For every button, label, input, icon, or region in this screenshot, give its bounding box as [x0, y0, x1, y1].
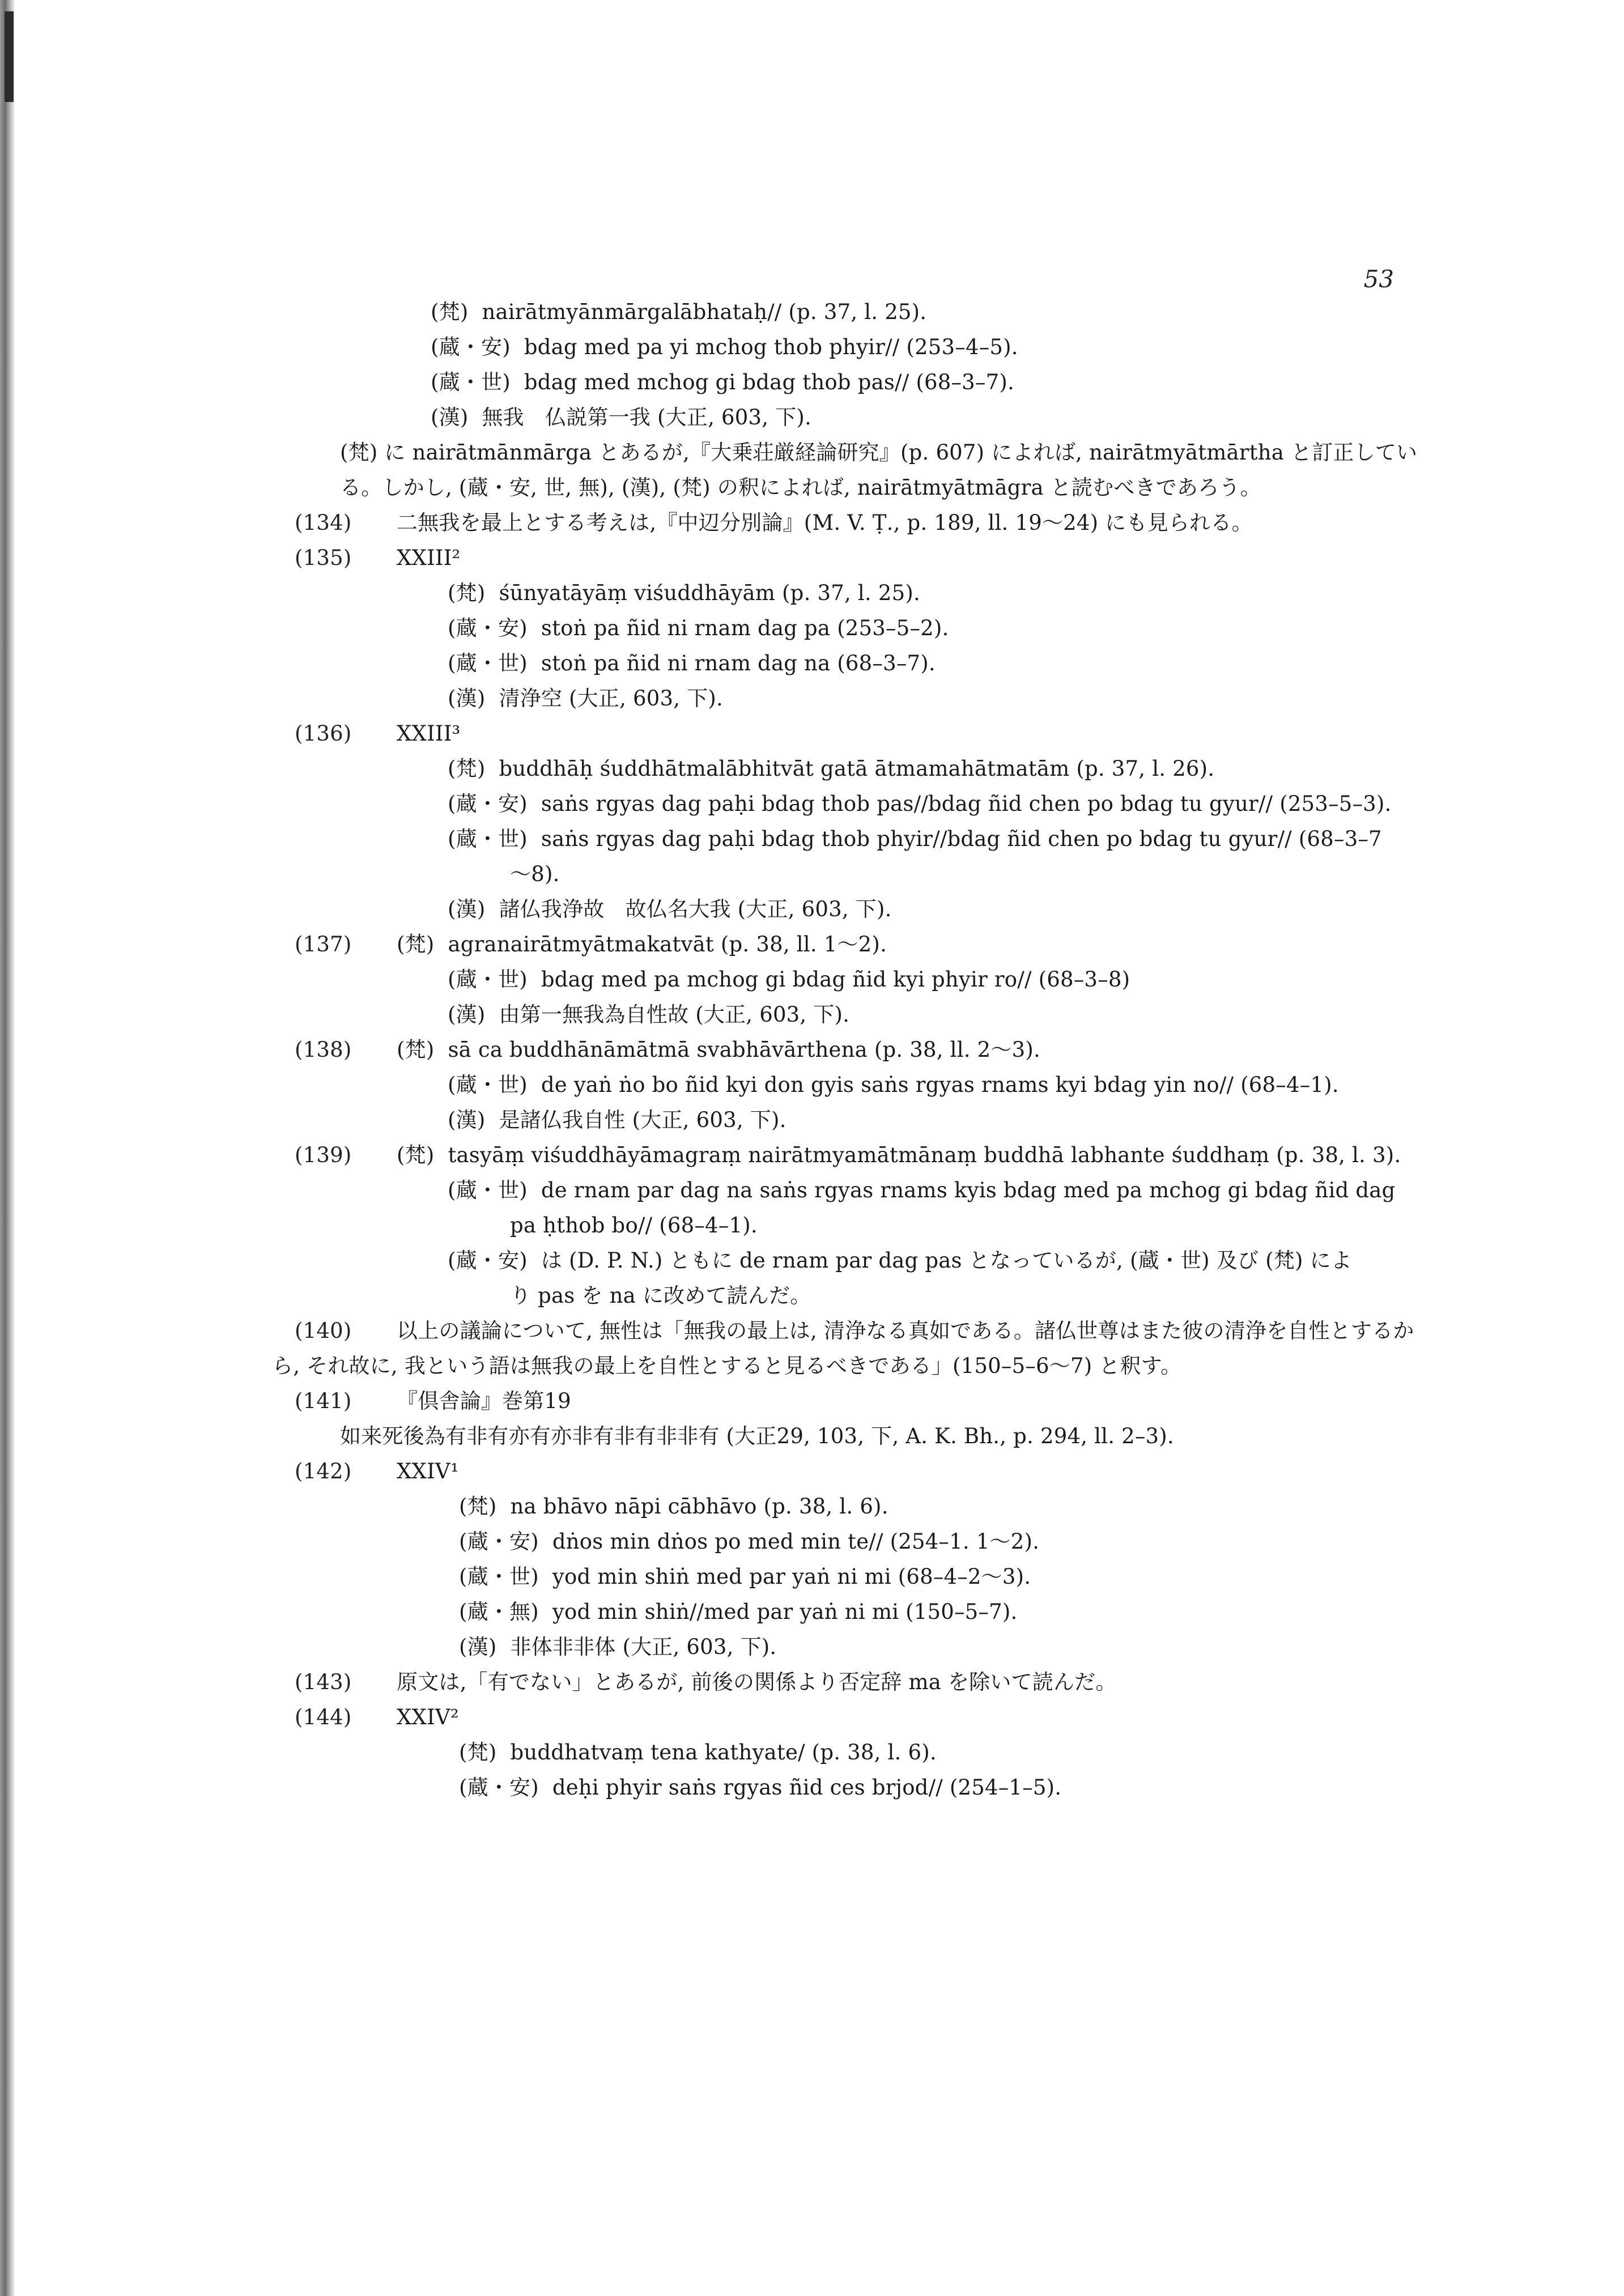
source-label: (蔵・世) — [459, 1564, 539, 1589]
note-line — [272, 400, 1434, 435]
note-135 — [272, 541, 1434, 576]
source-label: (蔵・世) — [448, 1178, 528, 1202]
note-line — [272, 1770, 1434, 1805]
note-text: 是諸仏我自性 (大正, 603, 下). — [499, 1108, 787, 1132]
note-line — [272, 786, 1434, 822]
source-label: (漢) — [448, 897, 486, 921]
source-label: (梵) — [448, 581, 486, 605]
note-141 — [272, 1384, 1434, 1419]
note-line — [272, 365, 1434, 400]
note-text: 諸仏我浄故 故仏名大我 (大正, 603, 下). — [499, 897, 892, 921]
source-label: (梵) — [397, 1038, 435, 1062]
verse-reference: XXIII³ — [397, 721, 461, 746]
note-136 — [272, 716, 1434, 751]
note-text: 原文は,「有でない」とあるが, 前後の関係より否定辞 ma を除いて読んだ。 — [397, 1670, 1117, 1694]
source-label: (蔵・無) — [459, 1600, 539, 1624]
note-text: 二無我を最上とする考えは,『中辺分別論』(M. V. Ṭ., p. 189, ll. 19〜24) にも見られる。 — [397, 511, 1253, 535]
note-text: agranairātmyātmakatvāt (p. 38, ll. 1〜2). — [448, 932, 887, 956]
note-text: de rnam par dag na saṅs rgyas rnams kyis bdag med pa mchog gi bdag ñid dag — [541, 1178, 1396, 1202]
source-label: (梵) — [397, 1143, 435, 1167]
note-text: saṅs rgyas dag paḥi bdag thob phyir//bdag ñid chen po bdag tu gyur// (68–3–7 — [541, 827, 1382, 851]
note-number: (136) — [295, 721, 352, 746]
note-number: (134) — [295, 511, 352, 535]
note-text: śūnyatāyāṃ viśuddhāyām (p. 37, l. 25). — [499, 581, 920, 605]
notes-body — [272, 295, 1434, 1805]
note-number: (144) — [295, 1705, 352, 1729]
note-line — [272, 892, 1434, 927]
source-label: (漢) — [448, 1002, 486, 1027]
note-140 — [272, 1313, 1434, 1384]
note-number: (138) — [295, 1038, 352, 1062]
note-text: yod min shiṅ//med par yaṅ ni mi (150–5–7). — [552, 1600, 1018, 1624]
note-line — [272, 681, 1434, 716]
note-line — [272, 962, 1434, 997]
note-number: (139) — [295, 1143, 352, 1167]
note-line — [272, 330, 1434, 365]
note-line — [272, 751, 1434, 786]
note-line — [272, 1595, 1434, 1630]
note-line — [272, 1630, 1434, 1665]
source-label: (蔵・世) — [448, 967, 528, 992]
note-134 — [272, 505, 1434, 541]
source-label: (梵) — [459, 1494, 497, 1519]
source-label: (漢) — [448, 686, 486, 711]
book-spine-edge — [5, 11, 14, 102]
note-text: tasyāṃ viśuddhāyāmagraṃ nairātmyamātmānaṃ buddhā labhante śuddhaṃ (p. 38, l. 3). — [448, 1143, 1401, 1167]
source-label: (蔵・安) — [448, 792, 528, 816]
note-text: 無我 仏説第一我 (大正, 603, 下). — [482, 405, 811, 430]
note-143 — [272, 1665, 1434, 1700]
source-label: (漢) — [448, 1108, 486, 1132]
source-label: (漢) — [431, 405, 469, 430]
note-number: (140) — [295, 1319, 352, 1343]
source-label: (蔵・安) — [448, 616, 528, 640]
source-label: (梵) — [459, 1740, 497, 1764]
note-number: (142) — [295, 1459, 352, 1483]
note-line — [272, 295, 1434, 330]
note-line — [272, 1489, 1434, 1524]
source-label: (蔵・世) — [431, 370, 511, 394]
source-label: (蔵・世) — [448, 1073, 528, 1097]
note-continuation: り pas を na に改めて読んだ。 — [510, 1283, 811, 1308]
note-continuation: 〜8). — [510, 862, 560, 886]
source-label: (蔵・安) — [459, 1529, 539, 1554]
note-text: dṅos min dṅos po med min te// (254–1. 1〜2). — [552, 1529, 1040, 1554]
note-line — [272, 822, 1434, 857]
note-139 — [272, 1138, 1434, 1173]
verse-reference: XXIII² — [397, 546, 461, 570]
verse-reference: XXIV¹ — [397, 1459, 459, 1483]
note-line — [272, 1068, 1434, 1103]
note-text: buddhatvaṃ tena kathyate/ (p. 38, l. 6). — [510, 1740, 937, 1764]
note-text: sā ca buddhānāmātmā svabhāvārthena (p. 38, ll. 2〜3). — [448, 1038, 1040, 1062]
note-text: deḥi phyir saṅs rgyas ñid ces brjod// (254–1–5). — [552, 1775, 1062, 1800]
source-label: (蔵・安) — [459, 1775, 539, 1800]
note-text: stoṅ pa ñid ni rnam dag na (68–3–7). — [541, 651, 936, 675]
note-line — [272, 576, 1434, 611]
note-line — [272, 1173, 1434, 1208]
note-text: bdag med mchog gi bdag thob pas// (68–3–7). — [524, 370, 1014, 394]
note-line — [272, 611, 1434, 646]
note-line — [272, 1559, 1434, 1595]
note-text: 如来死後為有非有亦有亦非有非有非非有 (大正29, 103, 下, A. K. Bh., p. 294, ll. 2–3). — [340, 1424, 1174, 1448]
note-text: 清浄空 (大正, 603, 下). — [499, 686, 723, 711]
source-label: (漢) — [459, 1635, 497, 1659]
source-label: (蔵・安) — [431, 335, 511, 359]
verse-reference: XXIV² — [397, 1705, 459, 1729]
source-label: (蔵・安) — [448, 1248, 528, 1273]
source-label: (梵) — [397, 932, 435, 956]
note-text: は (D. P. N.) ともに de rnam par dag pas となっているが, (蔵・世) 及び (梵) によ — [541, 1248, 1352, 1273]
note-number: (137) — [295, 932, 352, 956]
note-paragraph: (梵) に nairātmānmārga とあるが,『大乗荘厳経論研究』(p. 607) によれば, nairātmyātmārtha と訂正している。しかし, (蔵・安, 世, 無), (漢), (梵) の釈によれば, nairātmyātmāgra と読むべきであろう。 — [340, 440, 1418, 500]
note-138 — [272, 1032, 1434, 1068]
note-text: stoṅ pa ñid ni rnam dag pa (253–5–2). — [541, 616, 949, 640]
note-137 — [272, 927, 1434, 962]
note-line — [272, 1103, 1434, 1138]
note-line — [272, 997, 1434, 1032]
source-label: (梵) — [448, 756, 486, 781]
note-line — [272, 1243, 1434, 1278]
note-142 — [272, 1454, 1434, 1489]
verse-reference: 『倶舎論』巻第19 — [397, 1389, 571, 1413]
note-number: (141) — [295, 1389, 352, 1413]
note-text: 由第一無我為自性故 (大正, 603, 下). — [499, 1002, 850, 1027]
note-line — [272, 1524, 1434, 1559]
note-number: (143) — [295, 1670, 352, 1694]
note-number: (135) — [295, 546, 352, 570]
note-continuation: pa ḥthob bo// (68–4–1). — [510, 1213, 758, 1238]
page-number: 53 — [1363, 265, 1394, 293]
note-text: 非体非非体 (大正, 603, 下). — [510, 1635, 777, 1659]
note-144 — [272, 1700, 1434, 1735]
note-text: bdag med pa yi mchog thob phyir// (253–4–5). — [524, 335, 1018, 359]
source-label: (蔵・世) — [448, 827, 528, 851]
note-line — [272, 1419, 1434, 1454]
note-text: buddhāḥ śuddhātmalābhitvāt gatā ātmamahātmatām (p. 37, l. 26). — [499, 756, 1215, 781]
note-text: 以上の議論について, 無性は「無我の最上は, 清浄なる真如である。諸仏世尊はまた彼の清浄を自性とするから, それ故に, 我という語は無我の最上を自性とすると見るべきである」(150–5–6〜7) と釈す。 — [272, 1319, 1414, 1378]
source-label: (梵) — [431, 300, 469, 324]
note-text: bdag med pa mchog gi bdag ñid kyi phyir ro// (68–3–8) — [541, 967, 1130, 992]
note-text: yod min shiṅ med par yaṅ ni mi (68–4–2〜3). — [552, 1564, 1031, 1589]
book-spine-shadow — [0, 0, 15, 2296]
note-line — [272, 646, 1434, 681]
source-label: (蔵・世) — [448, 651, 528, 675]
note-text: saṅs rgyas dag paḥi bdag thob pas//bdag ñid chen po bdag tu gyur// (253–5–3). — [541, 792, 1392, 816]
note-text: na bhāvo nāpi cābhāvo (p. 38, l. 6). — [510, 1494, 888, 1519]
note-text: nairātmyānmārgalābhataḥ// (p. 37, l. 25). — [482, 300, 927, 324]
note-text: de yaṅ ṅo bo ñid kyi don gyis saṅs rgyas rnams kyi bdag yin no// (68–4–1). — [541, 1073, 1339, 1097]
note-line — [272, 1735, 1434, 1770]
